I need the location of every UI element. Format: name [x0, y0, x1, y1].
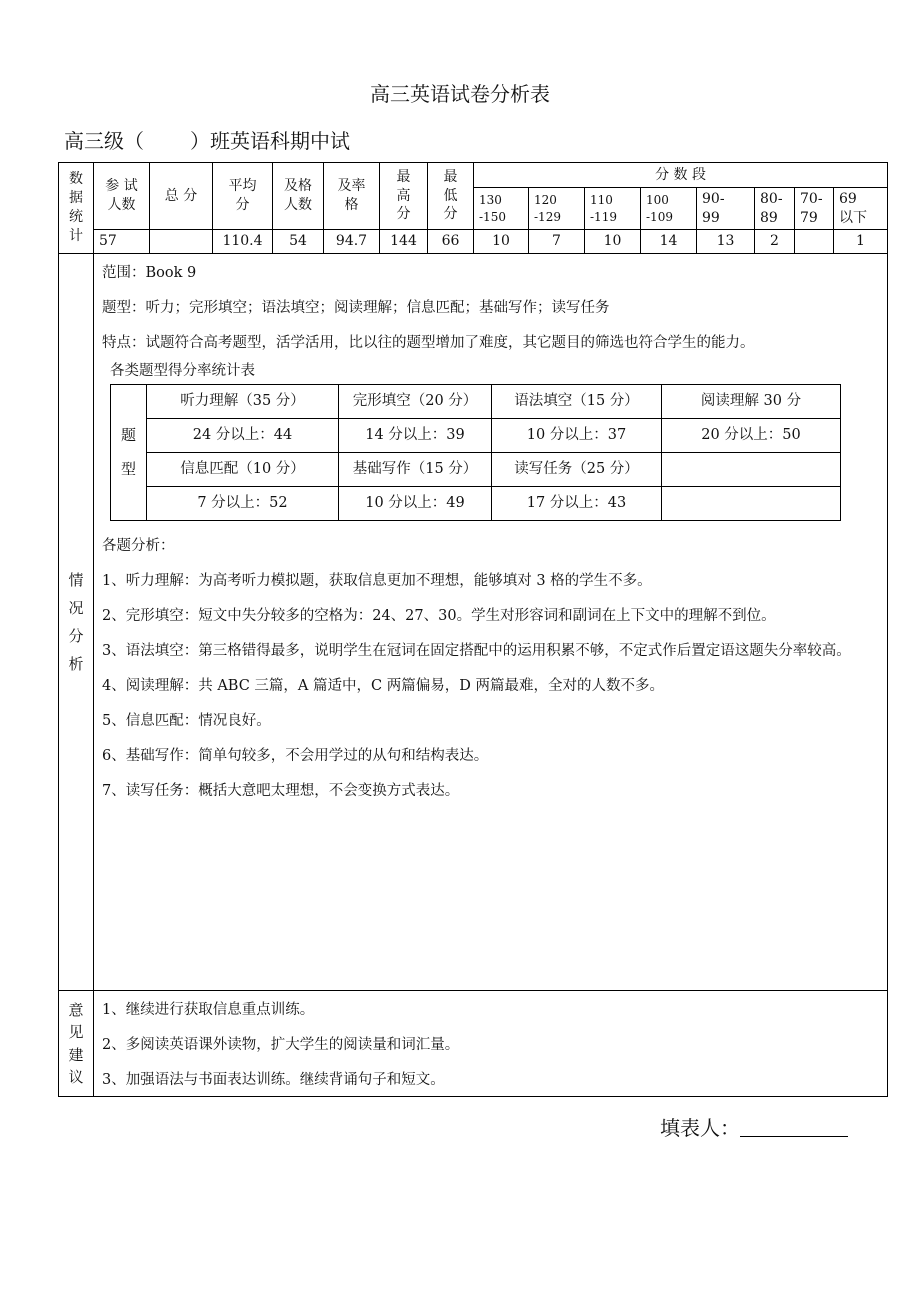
signer — [660, 1112, 848, 1141]
value-band: 14 — [641, 230, 697, 254]
score-cell: 信息匹配（10 分） — [147, 453, 339, 487]
signer-blank-line[interactable] — [740, 1118, 848, 1137]
analysis-content — [94, 254, 888, 991]
band-120-129: 120 -129 — [529, 188, 585, 230]
value-max: 144 — [380, 230, 428, 254]
band-110-119: 110 -119 — [585, 188, 641, 230]
band-80-89: 80- 89 — [755, 188, 795, 230]
score-cell: 完形填空（20 分） — [339, 385, 492, 419]
header-max: 最 高 分 — [380, 163, 428, 230]
score-cell — [662, 487, 841, 521]
score-cell: 20 分以上：50 — [662, 419, 841, 453]
value-band: 1 — [834, 230, 888, 254]
value-pass-rate: 94.7 — [324, 230, 380, 254]
score-cell: 基础写作（15 分） — [339, 453, 492, 487]
analysis-item: 3、语法填空：第三格错得最多，说明学生在冠词在固定搭配中的运用积累不够，不定式作后置定语这题失分率较高。 — [102, 643, 851, 659]
value-participants: 57 — [94, 230, 150, 254]
band-100-109: 100 -109 — [641, 188, 697, 230]
score-table — [110, 384, 841, 521]
analysis-item: 4、阅读理解：共 ABC 三篇，A 篇适中，C 两篇偏易，D 两篇最难，全对的人数不多。 — [102, 678, 664, 694]
band-130-150: 130 -150 — [474, 188, 529, 230]
value-min: 66 — [428, 230, 474, 254]
analysis-item: 2、完形填空：短文中失分较多的空格为：24、27、30。学生对形容词和副词在上下文中的理解不到位。 — [102, 608, 776, 624]
score-table-title: 各类题型得分率统计表 — [110, 363, 255, 379]
score-cell: 听力理解（35 分） — [147, 385, 339, 419]
types-text: 题型：听力；完形填空；语法填空；阅读理解；信息匹配；基础写作；读写任务 — [102, 300, 610, 316]
header-pass-rate: 及率 格 — [324, 163, 380, 230]
band-70-79: 70- 79 — [795, 188, 834, 230]
stats-row-label: 数 据 统 计 — [59, 163, 94, 254]
score-cell: 10 分以上：37 — [492, 419, 662, 453]
score-cell: 17 分以上：43 — [492, 487, 662, 521]
value-band: 10 — [585, 230, 641, 254]
suggestions-content — [94, 991, 888, 1097]
value-total — [150, 230, 213, 254]
band-69-below: 69 以下 — [834, 188, 888, 230]
header-pass-count: 及格 人数 — [273, 163, 324, 230]
score-cell: 24 分以上：44 — [147, 419, 339, 453]
scope-text: 范围：Book 9 — [102, 265, 197, 281]
header-total: 总 分 — [150, 163, 213, 230]
subtitle-prefix: 高三级（ — [64, 129, 144, 153]
score-cell: 14 分以上：39 — [339, 419, 492, 453]
value-band: 2 — [755, 230, 795, 254]
score-table-label: 题 型 — [111, 385, 147, 521]
value-band: 10 — [474, 230, 529, 254]
suggestion-item: 1、继续进行获取信息重点训练。 — [102, 1002, 315, 1018]
analysis-table — [58, 162, 888, 1097]
value-band: 13 — [697, 230, 755, 254]
band-90-99: 90- 99 — [697, 188, 755, 230]
suggestion-item: 3、加强语法与书面表达训练。继续背诵句子和短文。 — [102, 1072, 445, 1088]
score-cell: 10 分以上：49 — [339, 487, 492, 521]
features-text: 特点：试题符合高考题型，活学活用，比以往的题型增加了难度，其它题目的筛选也符合学生的能力。 — [102, 335, 755, 351]
page-title: 高三英语试卷分析表 — [370, 82, 550, 106]
suggestions-label: 意 见 建 议 — [59, 991, 94, 1097]
subtitle — [64, 125, 350, 154]
subtitle-suffix: ）班英语科期中试 — [190, 129, 350, 153]
signer-label: 填表人： — [660, 1116, 740, 1140]
header-min: 最 低 分 — [428, 163, 474, 230]
analysis-item: 7、读写任务：概括大意吧太理想，不会变换方式表达。 — [102, 783, 460, 799]
header-average: 平均 分 — [213, 163, 273, 230]
score-cell: 读写任务（25 分） — [492, 453, 662, 487]
value-pass-count: 54 — [273, 230, 324, 254]
value-band — [795, 230, 834, 254]
score-cell: 7 分以上：52 — [147, 487, 339, 521]
analysis-item: 5、信息匹配：情况良好。 — [102, 713, 271, 729]
score-cell: 语法填空（15 分） — [492, 385, 662, 419]
value-average: 110.4 — [213, 230, 273, 254]
score-cell: 阅读理解 30 分 — [662, 385, 841, 419]
score-cell — [662, 453, 841, 487]
items-title: 各题分析： — [102, 538, 175, 554]
analysis-label: 情 况 分 析 — [59, 254, 94, 991]
header-participants: 参 试 人数 — [94, 163, 150, 230]
suggestion-item: 2、多阅读英语课外读物，扩大学生的阅读量和词汇量。 — [102, 1037, 460, 1053]
header-score-bands: 分 数 段 — [474, 163, 888, 188]
value-band: 7 — [529, 230, 585, 254]
analysis-item: 1、听力理解：为高考听力模拟题，获取信息更加不理想，能够填对 3 格的学生不多。 — [102, 573, 652, 589]
analysis-item: 6、基础写作：简单句较多，不会用学过的从句和结构表达。 — [102, 748, 489, 764]
